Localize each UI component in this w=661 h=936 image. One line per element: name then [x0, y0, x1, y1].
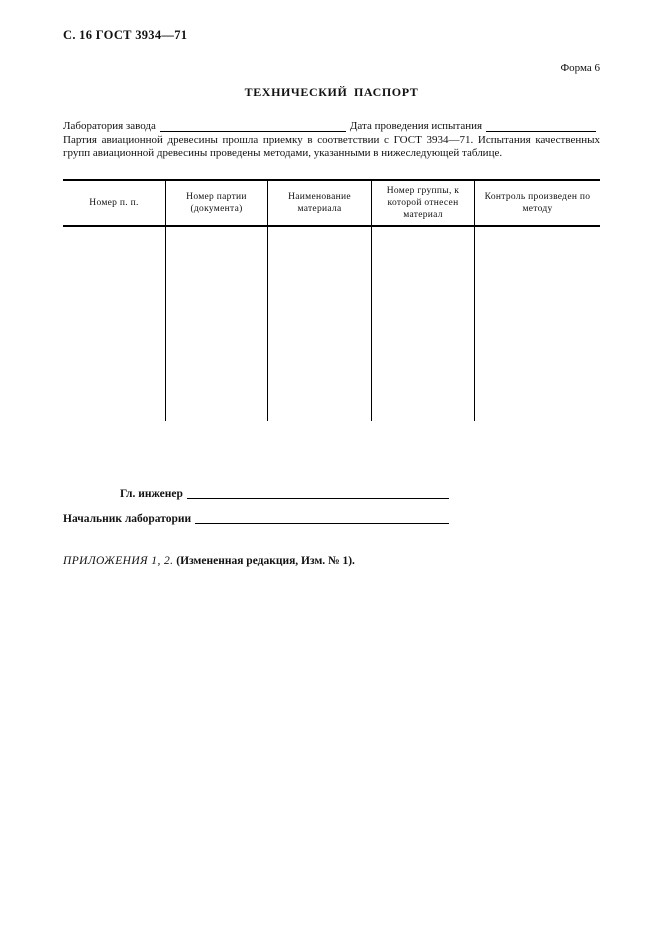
- table-header-row: [63, 179, 600, 227]
- lab-and-date-row: [63, 120, 600, 133]
- lab-head-signature-line: [195, 522, 449, 524]
- column-header-number: Номер п. п.: [63, 181, 166, 225]
- revision-note: (Измененная редакция, Изм. № 1).: [176, 555, 355, 567]
- appendix-reference: ПРИЛОЖЕНИЯ 1, 2.: [63, 555, 174, 567]
- column-header-group: Номер группы, к которой отнесен материал: [372, 181, 475, 225]
- lab-blank-line: [160, 130, 346, 132]
- test-date-blank-line: [486, 130, 596, 132]
- table-body-cell: [268, 227, 372, 421]
- test-date-label: Дата проведения испытания: [349, 120, 483, 132]
- table-body-cell: [475, 227, 600, 421]
- lab-label: Лаборатория завода: [63, 120, 156, 132]
- column-header-batch: Номер партии (документа): [166, 181, 268, 225]
- appendix-note: [63, 555, 600, 567]
- document-title: ТЕХНИЧЕСКИЙ ПАСПОРТ: [244, 85, 419, 99]
- column-header-control: Контроль произведен по методу: [484, 192, 591, 214]
- chief-engineer-signature-line: [187, 497, 449, 499]
- intro-section: [63, 120, 600, 160]
- lab-head-label: Начальник лаборатории: [63, 513, 192, 525]
- table-body-cell: [372, 227, 475, 421]
- table-body-empty: [63, 227, 600, 421]
- chief-engineer-label: Гл. инженер: [120, 488, 183, 500]
- signature-section: [63, 486, 453, 525]
- lab-head-row: [63, 511, 453, 525]
- intro-paragraph: Партия авиационной древесины прошла приемку в соответствии с ГОСТ 3934—71. Испытания качественных групп авиационной древесины проведены методами, указанными в нижеследующей таблице.: [63, 134, 600, 159]
- table-body-cell: [166, 227, 268, 421]
- column-header-material: Наименование материала: [268, 181, 372, 225]
- table-body-cell: [63, 227, 166, 421]
- form-number-label: Форма 6: [560, 62, 600, 74]
- test-methods-table: [63, 179, 600, 421]
- page-reference: С. 16 ГОСТ 3934—71: [63, 28, 188, 42]
- chief-engineer-row: [63, 486, 453, 500]
